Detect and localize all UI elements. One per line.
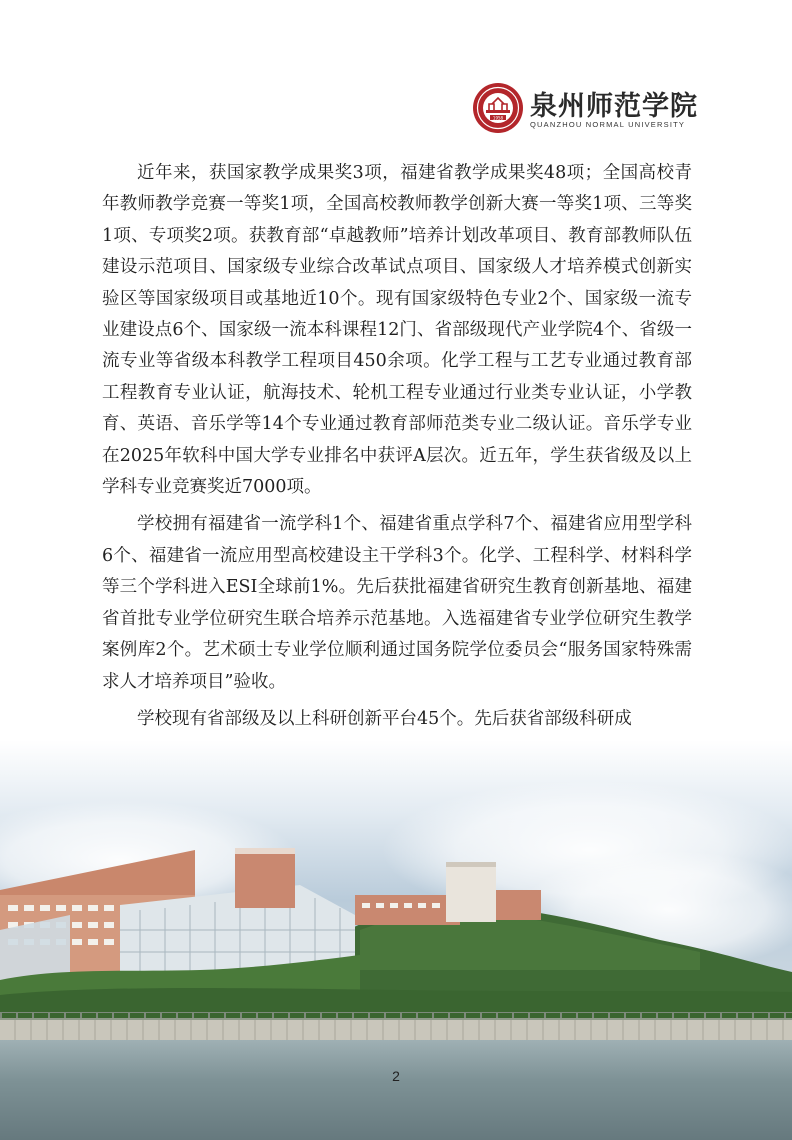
seal-year: 1958 xyxy=(492,115,504,121)
paragraph: 学校拥有福建省一流学科1个、福建省重点学科7个、福建省应用型学科6个、福建省一流应用型高校建设主干学科3个。化学、工程科学、材料科学等三个学科进入ESI全球前1%。先后获批福建省研究生教育创新基地、福建省首批专业学位研究生联合培养示范基地。入选福建省专业学位研究生教学案例库2个。艺术硕士专业学位顺利通过国务院学位委员会“服务国家特殊需求人才培养项目”验收。 xyxy=(102,514,692,692)
paragraph: 学校现有省部级及以上科研创新平台45个。先后获省部级科研成 xyxy=(137,708,632,729)
logo-subtitle: QUANZHOU NORMAL UNIVERSITY xyxy=(530,120,686,129)
page-number: 2 xyxy=(392,1068,400,1084)
lake-water xyxy=(0,1040,792,1140)
logo-title: 泉州师范学院 xyxy=(530,91,698,122)
university-seal-icon xyxy=(472,82,524,134)
university-logo xyxy=(472,82,698,138)
body-text xyxy=(102,158,692,741)
paragraph: 近年来，获国家教学成果奖3项，福建省教学成果奖48项；全国高校青年教师教学竞赛一等奖1项，全国高校教师教学创新大赛一等奖1项、三等奖1项、专项奖2项。获教育部“卓越教师”培养计划改革项目、教育部教师队伍建设示范项目、国家级专业综合改革试点项目、国家级人才培养模式创新实验区等国家级项目或基地近10个。现有国家级特色专业2个、国家级一流专业建设点6个、国家级一流本科课程12门、省部级现代产业学院4个、省级一流专业等省级本科教学工程项目450余项。化学工程与工艺专业通过教育部工程教育专业认证，航海技术、轮机工程专业通过行业类专业认证，小学教育、英语、音乐学等14个专业通过教育部师范类专业二级认证。音乐学专业在2025年软科中国大学专业排名中获评A层次。近五年，学生获省级及以上学科专业竞赛奖近7000项。 xyxy=(102,163,692,498)
